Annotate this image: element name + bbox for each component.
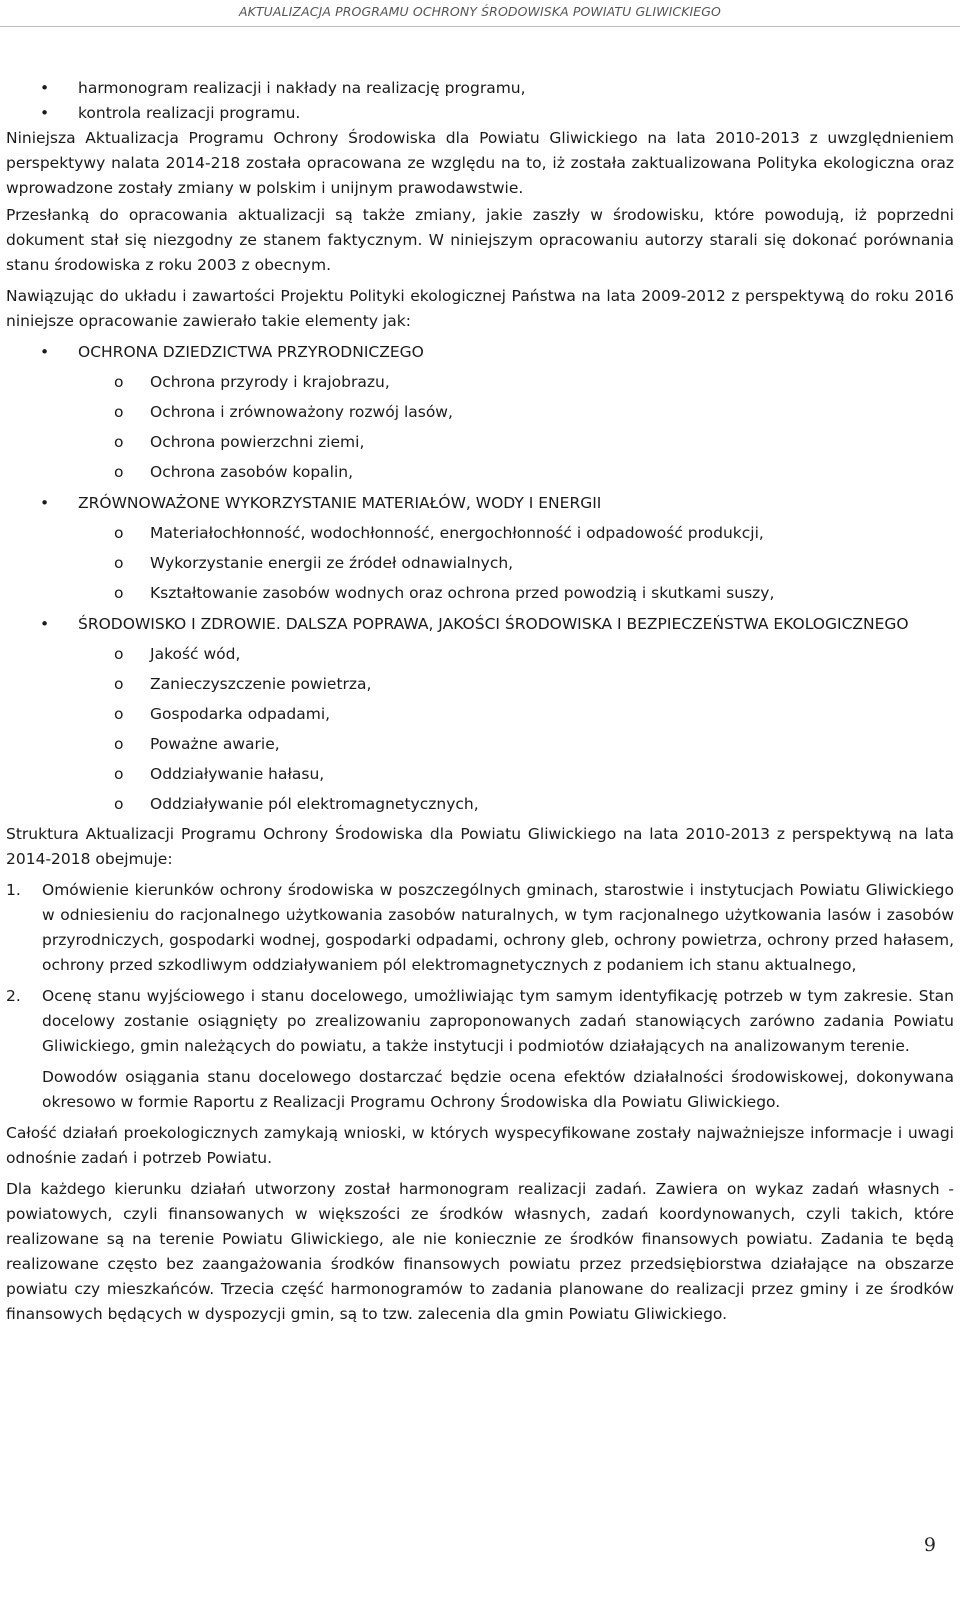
circle-bullet-icon: o [114, 433, 124, 451]
list-item [6, 878, 954, 978]
sub-item: o Ochrona przyrody i krajobrazu, [6, 370, 954, 395]
sub-item: o Poważne awarie, [6, 732, 954, 757]
list-item: • kontrola realizacji programu. [6, 101, 954, 126]
list-item-text: Ocenę stanu wyjściowego i stanu docelowego, umożliwiając tym samym identyfikację potrzeb w tym zakresie. Stan docelowy zostanie osiągnięty po zrealizowaniu zaproponowanych zadań stanowiących zarówno zadania Powiatu Gliwickiego, gmin należących do powiatu, a także instytucji i podmiotów działających na analizowanym terenie. [42, 987, 954, 1055]
sub-item: o Wykorzystanie energii ze źródeł odnawialnych, [6, 551, 954, 576]
circle-bullet-icon: o [114, 645, 124, 663]
element-group [6, 340, 954, 485]
sub-item: o Ochrona powierzchni ziemi, [6, 430, 954, 455]
bullet-icon: • [40, 79, 50, 97]
circle-bullet-icon: o [114, 463, 124, 481]
sub-item: o Kształtowanie zasobów wodnych oraz ochrona przed powodzią i skutkami suszy, [6, 581, 954, 606]
closing-paragraph: Dla każdego kierunku działań utworzony został harmonogram realizacji zadań. Zawiera on wykaz zadań własnych - powiatowych, czyli finansowanych w większości ze środków własnych, zadań koordynowanych, czyli takich, które realizowane są na terenie Powiatu Gliwickiego, ale nie koniecznie ze środków finansowych powiatu. Zadania te będą realizowane często bez zaangażowania środków finansowych powiatu przez przedsiębiorstwa działające na obszarze powiatu czy mieszkańców. Trzecia część harmonogramów to zadania planowane do realizacji przez gminy i ze środków finansowych będących w dyspozycji gmin, są to tzw. zalecenia dla gmin Powiatu Gliwickiego. [6, 1180, 954, 1323]
circle-bullet-icon: o [114, 735, 124, 753]
circle-bullet-icon: o [114, 584, 124, 602]
circle-bullet-icon: o [114, 705, 124, 723]
elements-list [6, 340, 954, 817]
circle-bullet-icon: o [114, 795, 124, 813]
element-group [6, 491, 954, 606]
sub-item: o Zanieczyszczenie powietrza, [6, 672, 954, 697]
bullet-icon: • [40, 343, 50, 361]
closing-paragraph: Całość działań proekologicznych zamykają wnioski, w których wyspecyfikowane zostały najważniejsze informacje i uwagi odnośnie zadań i potrzeb Powiatu. [6, 1124, 954, 1167]
element-group [6, 612, 954, 817]
circle-bullet-icon: o [114, 675, 124, 693]
list-number: 2. [6, 987, 21, 1005]
list-item-text: Omówienie kierunków ochrony środowiska w poszczególnych gminach, starostwie i instytucjach Powiatu Gliwickiego w odniesieniu do racjonalnego użytkowania zasobów naturalnych, w tym racjonalnego użytkowania lasów i zasobów przyrodniczych, gospodarki wodnej, gospodarki odpadami, ochrony gleb, ochrony powietrza, ochrony przed hałasem, ochrony przed szkodliwym oddziaływaniem pól elektromagnetycznych z podaniem ich stanu aktualnego, [42, 881, 954, 974]
top-bullet-list [6, 76, 954, 126]
sub-item: o Ochrona i zrównoważony rozwój lasów, [6, 400, 954, 425]
header-rule [0, 26, 960, 27]
element-group-title: • ŚRODOWISKO I ZDROWIE. DALSZA POPRAWA, JAKOŚCI ŚRODOWISKA I BEZPIECZEŃSTWA EKOLOGICZNEGO [6, 612, 954, 637]
intro-paragraph: Niniejsza Aktualizacja Programu Ochrony Środowiska dla Powiatu Gliwickiego na lata 2010-2013 z uwzględnieniem perspektywy nalata 2014-218 została opracowana ze względu na to, iż została zaktualizowana Polityka ekologiczna oraz wprowadzone zostały zmiany w polskim i unijnym prawodawstwie. [6, 129, 954, 197]
sub-item: o Ochrona zasobów kopalin, [6, 460, 954, 485]
numbered-list [6, 878, 954, 1115]
running-header: AKTUALIZACJA PROGRAMU OCHRONY ŚRODOWISKA POWIATU GLIWICKIEGO [239, 4, 721, 19]
list-item [6, 984, 954, 1115]
list-number: 1. [6, 881, 21, 899]
paragraph-elements-intro: Nawiązując do układu i zawartości Projektu Polityki ekologicznej Państwa na lata 2009-2012 z perspektywą do roku 2016 niniejsze opracowanie zawierało takie elementy jak: [6, 287, 954, 330]
structure-intro: Struktura Aktualizacji Programu Ochrony Środowiska dla Powiatu Gliwickiego na lata 2010-2013 z perspektywą na lata 2014-2018 obejmuje: [6, 825, 954, 868]
circle-bullet-icon: o [114, 373, 124, 391]
element-group-title: • OCHRONA DZIEDZICTWA PRZYRODNICZEGO [6, 340, 954, 365]
sub-item: o Oddziaływanie hałasu, [6, 762, 954, 787]
bullet-icon: • [40, 494, 50, 512]
circle-bullet-icon: o [114, 403, 124, 421]
list-item: • harmonogram realizacji i nakłady na realizację programu, [6, 76, 954, 101]
circle-bullet-icon: o [114, 554, 124, 572]
page-content [6, 76, 954, 1333]
sub-item: o Oddziaływanie pól elektromagnetycznych, [6, 792, 954, 817]
sub-item: o Gospodarka odpadami, [6, 702, 954, 727]
page-number: 9 [923, 1534, 936, 1556]
bullet-icon: • [40, 104, 50, 122]
paragraph-premise: Przesłanką do opracowania aktualizacji są także zmiany, jakie zaszły w środowisku, które powodują, iż poprzedni dokument stał się niezgodny ze stanem faktycznym. W niniejszym opracowaniu autorzy starali się dokonać porównania stanu środowiska z roku 2003 z obecnym. [6, 206, 954, 274]
sub-item: o Jakość wód, [6, 642, 954, 667]
circle-bullet-icon: o [114, 765, 124, 783]
element-group-title: • ZRÓWNOWAŻONE WYKORZYSTANIE MATERIAŁÓW, WODY I ENERGII [6, 491, 954, 516]
circle-bullet-icon: o [114, 524, 124, 542]
bullet-icon: • [40, 615, 50, 633]
list-item-text: Dowodów osiągania stanu docelowego dostarczać będzie ocena efektów działalności środowiskowej, dokonywana okresowo w formie Raportu z Realizacji Programu Ochrony Środowiska dla Powiatu Gliwickiego. [42, 1068, 954, 1111]
sub-item: o Materiałochłonność, wodochłonność, energochłonność i odpadowość produkcji, [6, 521, 954, 546]
